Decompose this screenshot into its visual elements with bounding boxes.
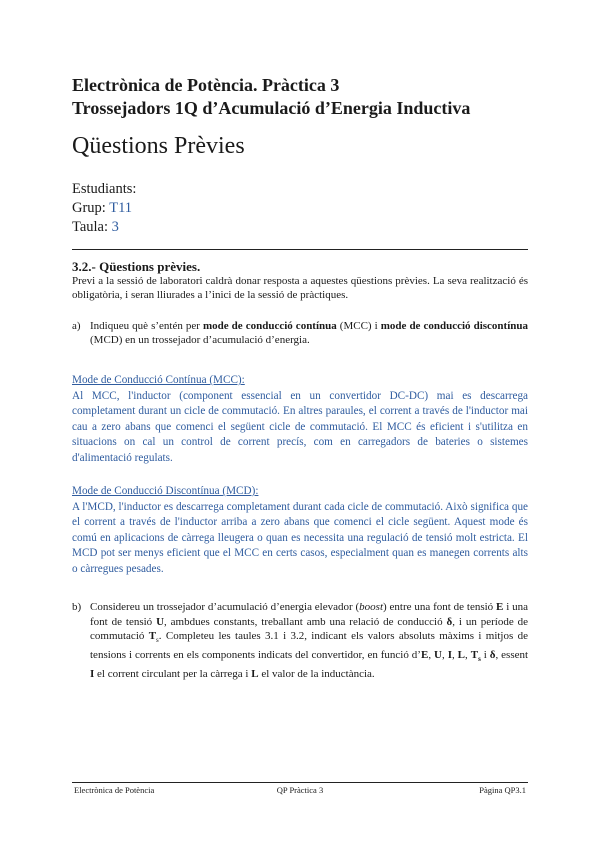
question-a bbox=[72, 319, 528, 347]
group-label: Grup: bbox=[72, 200, 106, 216]
page-footer bbox=[72, 785, 528, 797]
question-b bbox=[72, 600, 528, 682]
table-label: Taula: bbox=[72, 219, 109, 235]
question-a-text: Indiqueu què s’entén per mode de conducció contínua (MCC) i mode de conducció discontínua (MCD) en un trossejador d’acumulació d’energia. bbox=[90, 320, 528, 346]
page-heading: Qüestions Prèvies bbox=[72, 133, 245, 159]
answer-mcd-heading: Mode de Conducció Discontínua (MCD): bbox=[72, 485, 259, 497]
footer-course: Electrònica de Potència bbox=[74, 785, 155, 795]
header-divider bbox=[72, 249, 528, 250]
answer-mcc bbox=[72, 373, 528, 467]
group-value: T11 bbox=[109, 200, 133, 216]
answer-mcc-text: Al MCC, l'inductor (component essencial en un convertidor DC-DC) mai es descarrega completament durant un cicle de commutació. En altres paraules, el corrent a través de l'inductor mai cau a zero abans que comenci el següent cicle de commutació. El MCC és eficient i s'utilitza en situacions on cal un control de corrent precís, com en carregadors de bateries o sistemes d'alimentació regulats. bbox=[72, 389, 528, 464]
group-row bbox=[72, 200, 132, 217]
question-b-text: Considereu un trossejador d’acumulació d’energia elevador (boost) entre una font de tensió E i una font de tensió U, ambdues constants, treballant amb una relació de conducció δ, i un període de commutació $T_s$. Completeu les taules 3.1 i 3.2, indicant els valors absoluts màxims i mitjos de tensions i corrents en els components indicats del convertidor, en funció d’E, U, I, L, $T_s$ i δ, essent I el corrent circulant per la càrrega i L el valor de la inductància. bbox=[90, 601, 529, 681]
footer-divider bbox=[72, 782, 528, 783]
section-title: 3.2.- Qüestions prèvies. bbox=[72, 259, 201, 274]
question-a-label: a) bbox=[72, 320, 81, 332]
document-title-line-2: Trossejadors 1Q d’Acumulació d’Energia Inductiva bbox=[72, 98, 471, 118]
table-row bbox=[72, 219, 119, 236]
document-title-line-1: Electrònica de Potència. Pràctica 3 bbox=[72, 75, 340, 95]
section-intro: Previ a la sessió de laboratori caldrà donar resposta a aquestes qüestions prèvies. La seva realització és obligatòria, i seran lliurades a l’inici de la sessió de pràctiques. bbox=[72, 275, 528, 301]
answer-mcd-text: A l'MCD, l'inductor es descarrega completament durant cada cicle de commutació. Això significa que el corrent a través de l'inductor arriba a zero abans que comenci el cicle següent. Aquest mode és comú en aplicacions de càrrega lleugera o quan es necessita una regulació de tensió molt estricta. El MCD pot ser menys eficient que el MCC en certs casos, especialment quan es manegen corrents alts o càrregues pesades. bbox=[72, 500, 528, 575]
students-label: Estudiants: bbox=[72, 181, 137, 197]
footer-page-number: Pàgina QP3.1 bbox=[479, 785, 526, 795]
table-value: 3 bbox=[111, 219, 119, 235]
question-b-label: b) bbox=[72, 601, 82, 613]
students-row bbox=[72, 181, 136, 198]
answer-mcc-heading: Mode de Conducció Contínua (MCC): bbox=[72, 374, 245, 386]
answer-mcd bbox=[72, 484, 528, 578]
footer-practice: QP Pràctica 3 bbox=[276, 785, 324, 795]
